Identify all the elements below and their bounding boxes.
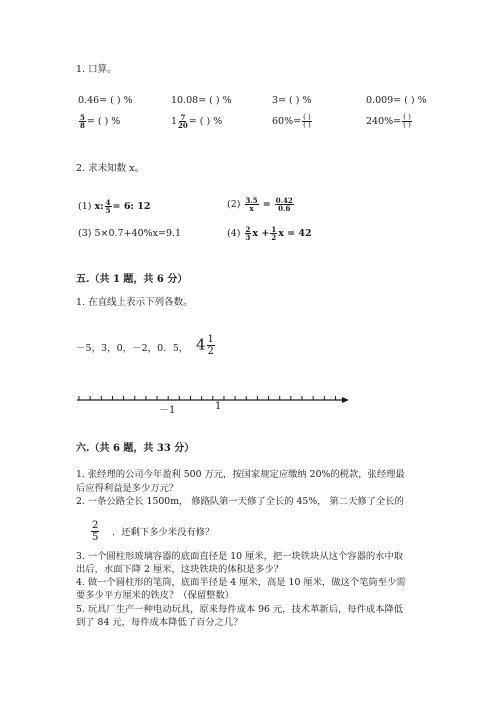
tick-label-neg-1: －1 <box>159 405 176 416</box>
equation-2: (2) $\frac{3.5}{x}$ = $\frac{0.42}{0.6}$ <box>227 196 293 213</box>
question-oral-title: 1. 口算。 <box>76 64 117 75</box>
fraction: $\frac{3.5}{x}$ <box>245 196 258 213</box>
section-6-question-3-line-1: 3. 一个圆柱形玻璃容器的底面直径是 10 厘米，把一块铁块从这个容器的水中取 <box>76 551 404 562</box>
section-6-question-2-line-1: 2. 一条公路全长 1500m， 修路队第一天修了全长的 45%， 第二天修了全长的 <box>76 496 404 507</box>
fraction: $\frac{2}{3}$ <box>245 225 251 242</box>
equation-1: (1) x: $\frac{4}{5}$ = 6: 12 <box>78 198 151 215</box>
tick-label-pos-1: 1 <box>215 401 222 412</box>
equation-4: (4) $\frac{2}{3}$ x + $\frac{1}{2}$ x = 42 <box>227 225 312 242</box>
section-5-question-1: 1. 在直线上表示下列各数。 <box>76 297 193 308</box>
arrow-head-icon <box>342 397 349 403</box>
section-6-question-5-line-2: 到了 84 元，每件成本降低了百分之几？ <box>76 617 243 628</box>
section-6-question-1-line-2: 后应得利益是多少万元？ <box>76 483 179 494</box>
fraction: $\frac{1}{2}$ <box>271 225 277 242</box>
fraction: $\frac{( )}{( )}$ <box>403 113 411 129</box>
section-6-heading: 六.（共 6 题，共 33 分） <box>76 443 195 454</box>
oral-item-5: $\frac{5}{8}$ = ( ) % <box>80 113 121 130</box>
oral-item-4: 0.009= ( ) % <box>366 95 427 106</box>
oral-item-8: 240%= $\frac{( )}{( )}$ <box>366 113 411 129</box>
section-6-question-2-fraction <box>90 520 100 543</box>
number-line <box>76 390 351 412</box>
section-6-question-4-line-1: 4. 做一个圆柱形的笔筒，底面半径是 4 厘米，高是 10 厘米，做这个笔筒至少需 <box>76 577 406 588</box>
oral-item-7: 60%= $\frac{( )}{( )}$ <box>272 113 311 129</box>
number-list: －5，3，0，－2，0．5， <box>76 343 189 354</box>
section-6-question-4-line-2: 要多少平方厘米的铁皮？（保留整数） <box>76 590 235 601</box>
section-5-heading: 五.（共 1 题，共 6 分） <box>76 274 188 285</box>
fraction: $\frac{1}{2}$ <box>207 334 214 357</box>
oral-item-6: 1 $\frac{7}{20}$ = ( ) % <box>171 113 223 130</box>
question-solve-title: 2. 求未知数 x。 <box>76 163 144 174</box>
oral-item-2: 10.08= ( ) % <box>171 95 232 106</box>
oral-item-1: 0.46= ( ) % <box>78 95 133 106</box>
fraction: $\frac{2}{5}$ <box>92 520 99 543</box>
section-6-question-5-line-1: 5. 玩具厂生产一种电动玩具，原来每件成本 96 元，技术革新后，每件成本降低 <box>76 604 404 615</box>
mixed-number: 4 $\frac{1}{2}$ <box>196 334 214 357</box>
fraction: $\frac{5}{8}$ <box>80 113 85 130</box>
oral-item-3: 3= ( ) % <box>272 95 312 106</box>
fraction: $\frac{0.42}{0.6}$ <box>275 196 293 213</box>
section-6-question-1-line-1: 1. 张经理的公司今年盈利 500 万元，按国家规定应缴纳 20%的税款，张经理最 <box>76 469 405 480</box>
fraction: $\frac{( )}{( )}$ <box>303 113 311 129</box>
equation-3: (3) 5×0.7+40%x=9.1 <box>78 228 182 239</box>
section-6-question-3-line-2: 出后，水面下降 2 厘米，这块铁块的体积是多少？ <box>76 564 284 575</box>
section-6-question-2-line-2: ．还剩下多少米没有修？ <box>112 527 215 538</box>
fraction: $\frac{7}{20}$ <box>178 113 188 130</box>
fraction: $\frac{4}{5}$ <box>105 198 111 215</box>
